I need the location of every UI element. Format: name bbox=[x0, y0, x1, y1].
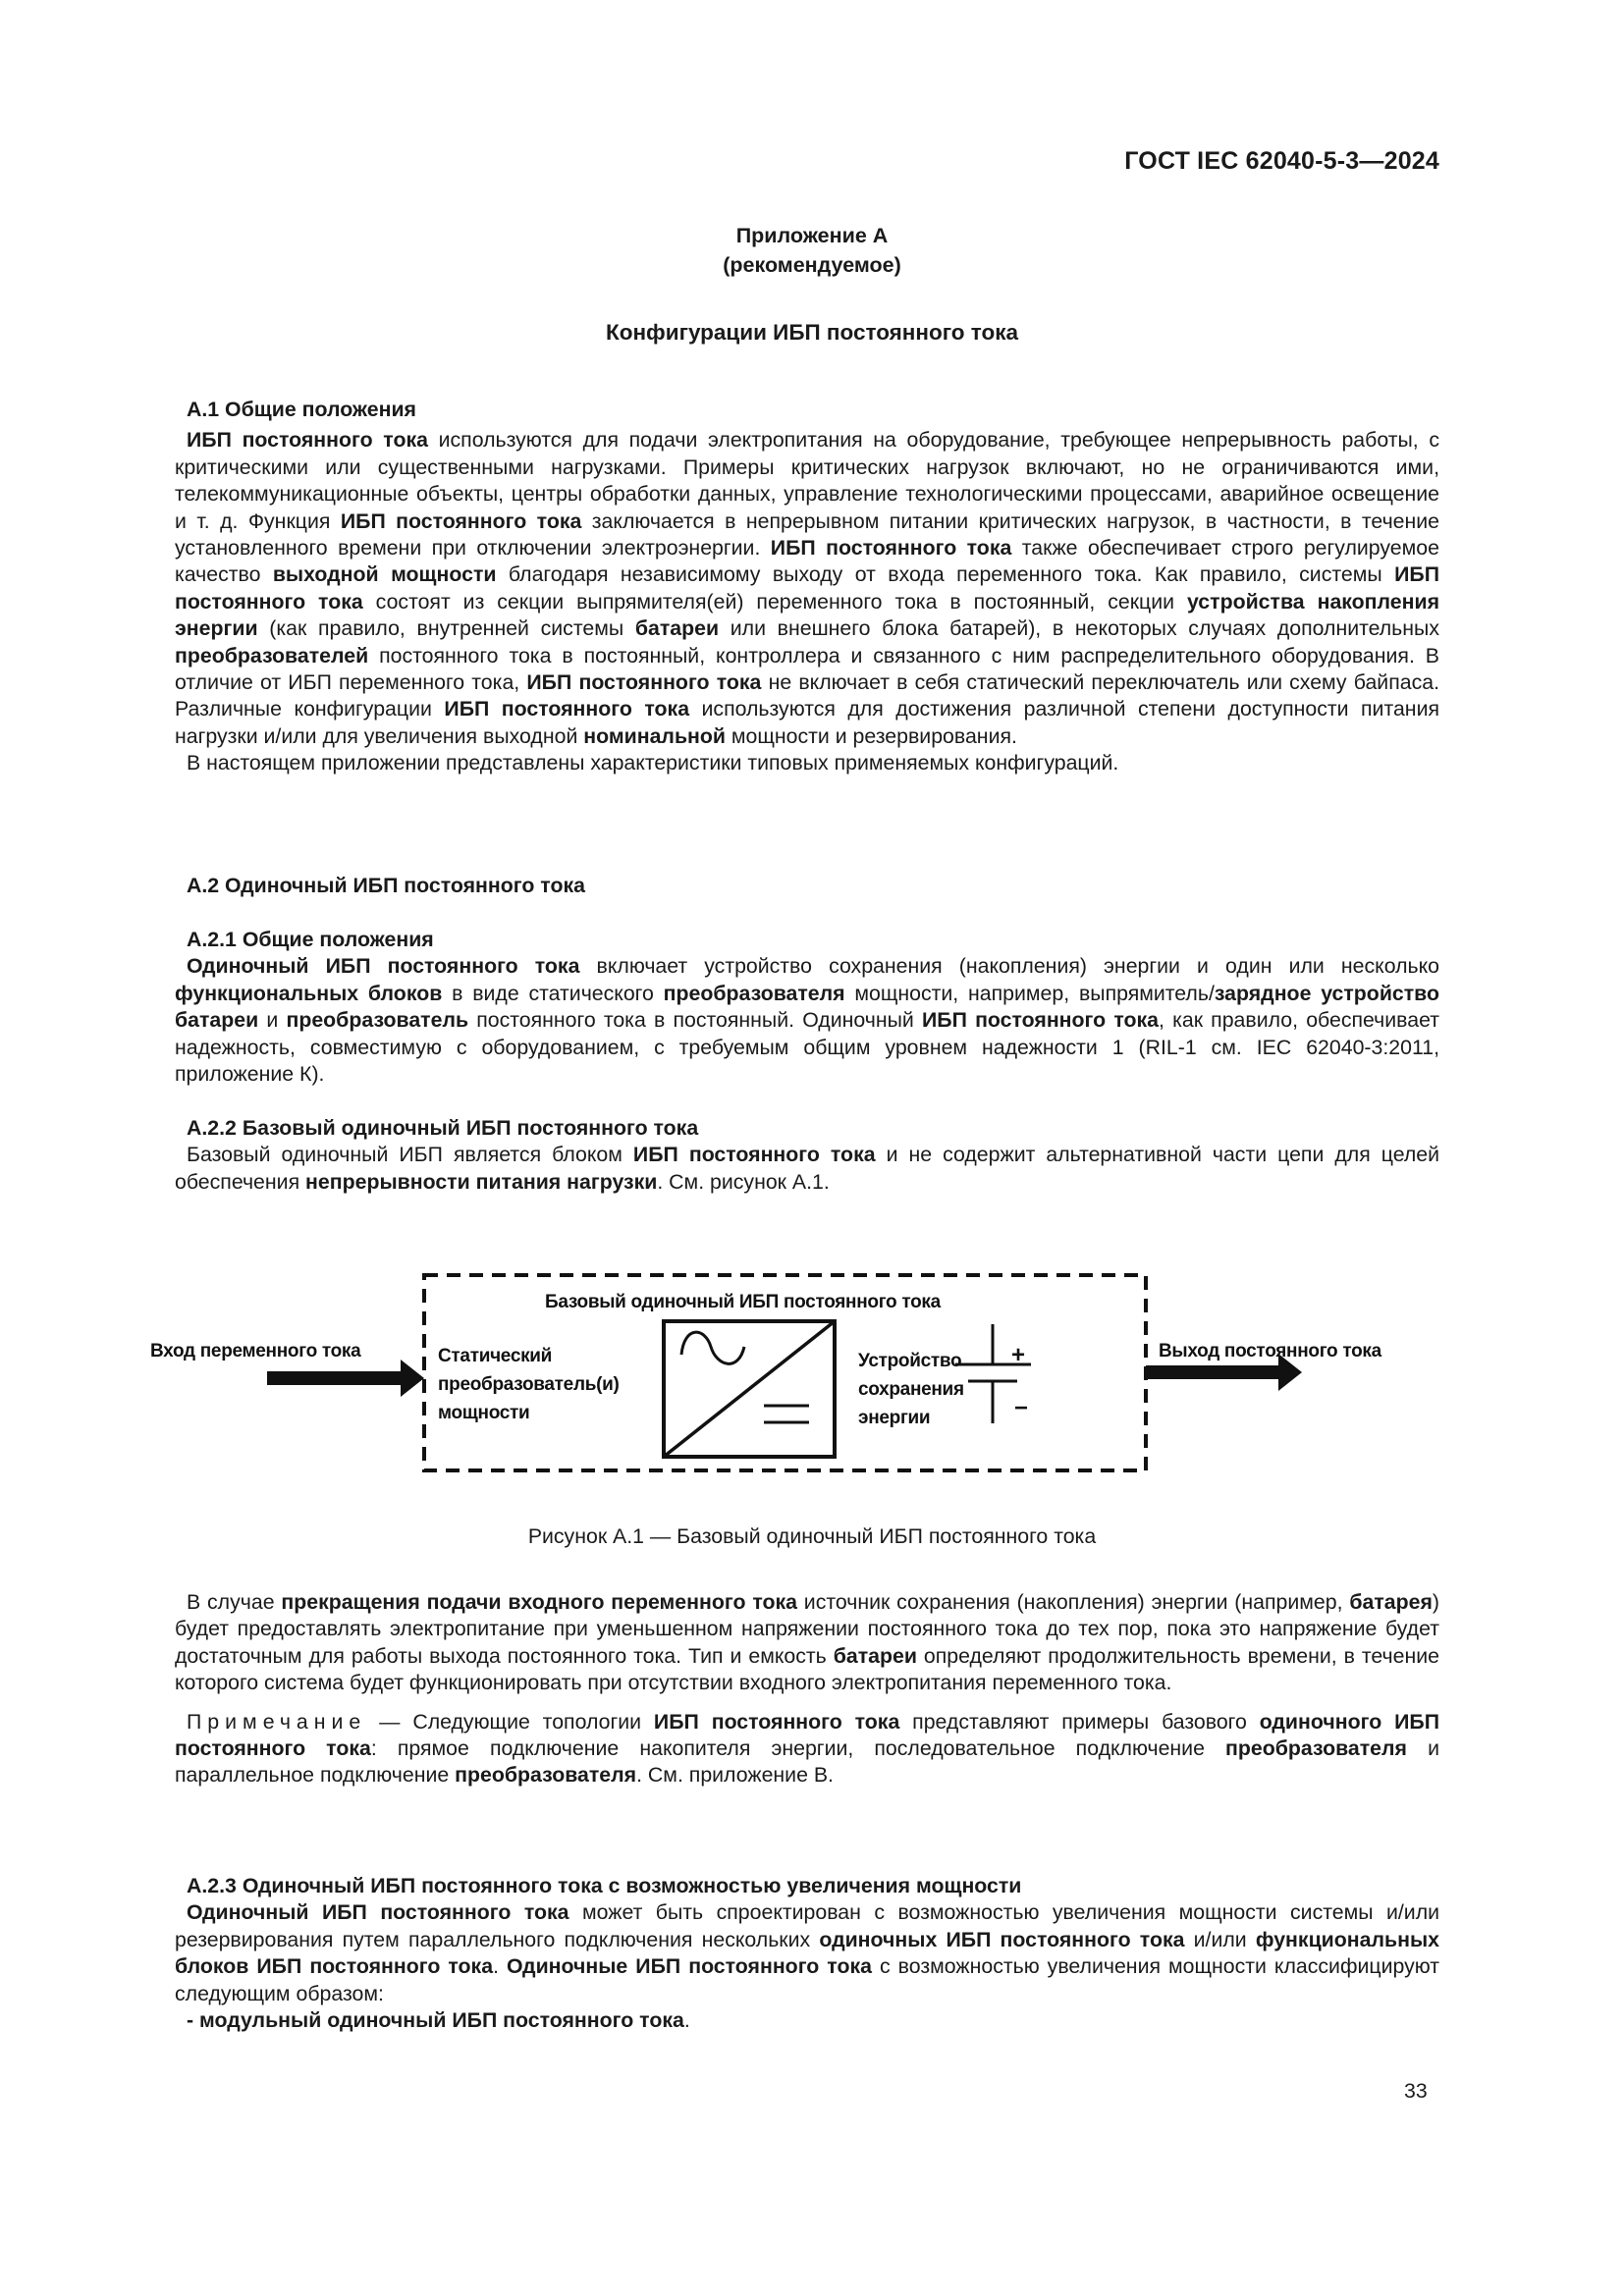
section-a22-note: Примечание — Следующие топологии ИБП постоянного тока представляют примеры базового одиночного ИБП постоянного тока: прямое подключение накопителя энергии, последовательное подключение преобразователя и параллельное подключение преобразователя. См. приложение В. bbox=[175, 1709, 1439, 1788]
section-a1-paragraph-2: В настоящем приложении представлены характеристики типовых применяемых конфигураций. bbox=[187, 751, 1119, 775]
section-heading-a21: А.2.1 Общие положения bbox=[187, 928, 434, 951]
section-a23-list-item: - модульный одиночный ИБП постоянного тока. bbox=[187, 2008, 690, 2033]
appendix-status: (рекомендуемое) bbox=[723, 253, 901, 277]
section-a22-paragraph-2: В случае прекращения подачи входного переменного тока источник сохранения (накопления) энергии (например, батарея) будет предоставлять электропитание при уменьшенном напряжении постоянного тока до тех пор, пока это напряжение будет достаточным для работы выхода постоянного тока. Тип и емкость батареи определяют продолжительность времени, в течение которого система будет функционировать при отсутствии входного электропитания переменного тока. bbox=[175, 1590, 1439, 1695]
page-number: 33 bbox=[1404, 2079, 1428, 2103]
battery-plus-sign: + bbox=[1011, 1342, 1025, 1368]
section-a22-continued bbox=[175, 1589, 1439, 1789]
figure-caption: Рисунок А.1 — Базовый одиночный ИБП постоянного тока bbox=[527, 1524, 1097, 1548]
battery-minus-sign: − bbox=[1014, 1395, 1028, 1421]
section-heading-a1: А.1 Общие положения bbox=[187, 398, 416, 421]
figure-box-title: Базовый одиночный ИБП постоянного тока bbox=[545, 1292, 941, 1312]
note-label: Примечание bbox=[187, 1709, 367, 1734]
section-a23-paragraph-1: Одиночный ИБП постоянного тока может быть спроектирован с возможностью увеличения мощности системы и/или резервирования путем параллельного подключения нескольких одиночных ИБП постоянного тока и/или функциональных блоков ИБП постоянного тока. Одиночные ИБП постоянного тока с возможностью увеличения мощности классифицируют следующим образом: bbox=[175, 1900, 1440, 2005]
input-label: Вход переменного тока bbox=[150, 1341, 361, 1362]
section-a23 bbox=[175, 1873, 1439, 2034]
output-label: Выход постоянного тока bbox=[1159, 1341, 1381, 1362]
section-a21-paragraph-1: Одиночный ИБП постоянного тока включает устройство сохранения (накопления) энергии и один или несколько функциональных блоков в виде статического преобразователя мощности, например, выпрямитель/зарядное устройство батареи и преобразователь постоянного тока в постоянный. Одиночный ИБП постоянного тока, как правило, обеспечивает надежность, совместимую с оборудованием, с требуемым общим уровнем надежности 1 (RIL-1 см. IEC 62040-3:2011, приложение К). bbox=[175, 954, 1440, 1087]
section-a22-paragraph-1: Базовый одиночный ИБП является блоком ИБП постоянного тока и не содержит альтернативной части цепи для целей обеспечения непрерывности питания нагрузки. См. рисунок А.1. bbox=[175, 1143, 1439, 1194]
ac-dc-converter-icon bbox=[664, 1321, 835, 1457]
converter-label: Статический преобразователь(и) мощности bbox=[438, 1346, 620, 1423]
storage-label: Устройство сохранения энергии bbox=[858, 1351, 964, 1428]
section-heading-a2: А.2 Одиночный ИБП постоянного тока bbox=[187, 874, 585, 897]
section-heading-a23: А.2.3 Одиночный ИБП постоянного тока с возможностью увеличения мощности bbox=[187, 1874, 1022, 1897]
section-a1-paragraph-1: ИБП постоянного тока используются для подачи электропитания на оборудование, требующее непрерывность работы, с критическими или существенными нагрузками. Примеры критических нагрузок включают, но не ограничиваются ими, телекоммуникационные объекты, центры обработки данных, управление технологическими процессами, аварийное освещение и т. д. Функция ИБП постоянного тока заключается в непрерывном питании критических нагрузок, в частности, в течение установленного времени при отключении электроэнергии. ИБП постоянного тока также обеспечивает строго регулируемое качество выходной мощности благодаря независимому выходу от входа переменного тока. Как правило, системы ИБП постоянного тока состоят из секции выпрямителя(ей) переменного тока в постоянный, секции устройства накопления энергии (как правило, внутренней системы батареи или внешнего блока батарей), в некоторых случаях дополнительных преобразователей постоянного тока в постоянный, контроллера и связанного с ним распределительного оборудования. В отличие от ИБП переменного тока, ИБП постоянного тока не включает в себя статический переключатель или схему байпаса. Различные конфигурации ИБП постоянного тока используются для достижения различной степени доступности питания нагрузки и/или для увеличения выходной номинальной мощности и резервирования. bbox=[175, 428, 1440, 748]
appendix-heading: Конфигурации ИБП постоянного тока bbox=[605, 320, 1019, 345]
appendix-title: Приложение А bbox=[735, 224, 889, 247]
section-heading-a22: А.2.2 Базовый одиночный ИБП постоянного тока bbox=[187, 1116, 699, 1140]
document-code: ГОСТ IEC 62040-5-3—2024 bbox=[1124, 147, 1439, 175]
